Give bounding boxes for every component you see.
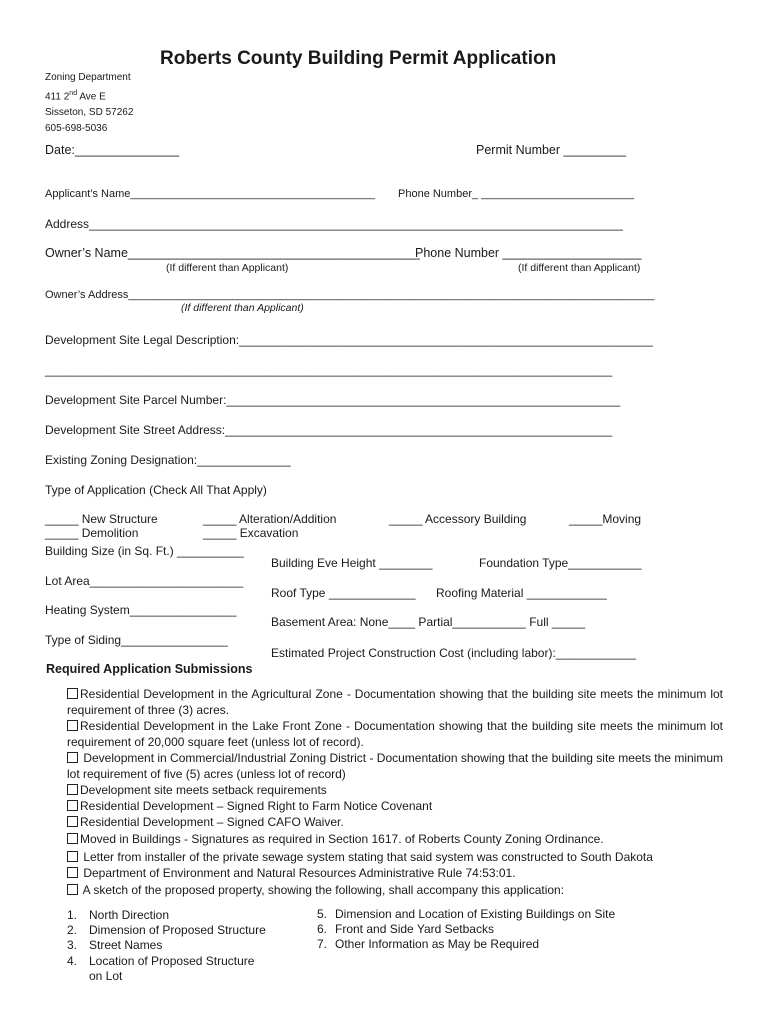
- checklist-item-setback[interactable]: Development site meets setback requirements: [67, 782, 723, 798]
- foundation-type-field[interactable]: Foundation Type___________: [479, 556, 642, 570]
- list-item: 3. Street Names: [67, 938, 163, 952]
- checkbox-icon[interactable]: [67, 800, 78, 811]
- page-title: Roberts County Building Permit Application: [160, 48, 557, 69]
- owners-address-field[interactable]: Owner’s Address______________________________________________________________________________________: [45, 289, 655, 301]
- owner-phone-note: (If different than Applicant): [518, 262, 641, 274]
- owners-address-note: (If different than Applicant): [181, 302, 304, 314]
- department-name: Zoning Department: [45, 72, 131, 83]
- checkbox-icon[interactable]: [67, 833, 78, 844]
- checklist-item-moved-buildings[interactable]: Moved in Buildings - Signatures as required in Section 1617. of Roberts County Zoning Ordinance.: [67, 831, 723, 847]
- list-item: 4. Location of Proposed Structure: [67, 954, 255, 968]
- demolition-option[interactable]: _____ Demolition: [45, 526, 139, 540]
- checkbox-icon[interactable]: [67, 867, 78, 878]
- checkbox-icon[interactable]: [67, 752, 78, 763]
- department-city: Sisseton, SD 57262: [45, 107, 134, 119]
- list-item-continuation: on Lot: [89, 969, 123, 983]
- checkbox-icon[interactable]: [67, 816, 78, 827]
- basement-area-field[interactable]: Basement Area: None____ Partial___________ Full _____: [271, 615, 586, 629]
- checklist-item-right-to-farm[interactable]: Residential Development – Signed Right to Farm Notice Covenant: [67, 798, 723, 814]
- applicant-name-field[interactable]: Applicant’s Name________________________________________: [45, 188, 376, 200]
- building-size-field[interactable]: Building Size (in Sq. Ft.) __________: [45, 544, 244, 558]
- legal-description-line2[interactable]: _____________________________________________________________________________________: [45, 363, 613, 377]
- list-item: 2. Dimension of Proposed Structure: [67, 923, 266, 937]
- eve-height-field[interactable]: Building Eve Height ________: [271, 556, 433, 570]
- new-structure-option[interactable]: _____ New Structure: [45, 512, 158, 526]
- alteration-option[interactable]: _____ Alteration/Addition: [203, 512, 337, 526]
- owners-name-note: (If different than Applicant): [166, 262, 289, 274]
- checkbox-icon[interactable]: [67, 851, 78, 862]
- department-block: [45, 70, 133, 137]
- department-street: 411 2nd Ave E: [45, 90, 106, 103]
- checklist-item-lake-front[interactable]: Residential Development in the Lake Front Zone - Documentation showing that the building site meets the minimum lot requirement of 20,000 square feet (unless lot of record).: [67, 719, 723, 749]
- roof-type-field[interactable]: Roof Type _____________: [271, 586, 416, 600]
- list-item: 1. North Direction: [67, 908, 170, 922]
- parcel-number-field[interactable]: Development Site Parcel Number:___________________________________________________________: [45, 393, 621, 407]
- applicant-phone-field[interactable]: Phone Number_ _________________________: [398, 188, 635, 200]
- owners-name-field[interactable]: Owner’s Name__________________________________________: [45, 246, 420, 260]
- checkbox-icon[interactable]: [67, 720, 78, 731]
- checklist-item-denr-rule[interactable]: Department of Environment and Natural Resources Administrative Rule 74:53:01.: [67, 865, 723, 881]
- legal-description-field[interactable]: Development Site Legal Description:______________________________________________________________: [45, 333, 653, 347]
- siding-type-field[interactable]: Type of Siding________________: [45, 633, 228, 647]
- checklist-item-agricultural[interactable]: Residential Development in the Agricultural Zone - Documentation showing that the building site meets the minimum lot requirement of three (3) acres.: [67, 687, 723, 717]
- checkbox-icon[interactable]: [67, 884, 78, 895]
- street-address-field[interactable]: Development Site Street Address:__________________________________________________________: [45, 423, 613, 437]
- heating-system-field[interactable]: Heating System________________: [45, 603, 237, 617]
- excavation-option[interactable]: _____ Excavation: [203, 526, 299, 540]
- checkbox-icon[interactable]: [67, 688, 78, 699]
- address-field[interactable]: Address________________________________________________________________________________: [45, 217, 623, 231]
- date-field[interactable]: Date:_______________: [45, 143, 180, 157]
- list-item: 5. Dimension and Location of Existing Buildings on Site: [317, 907, 616, 921]
- owner-phone-field[interactable]: Phone Number ____________________: [415, 246, 642, 260]
- application-type-label: Type of Application (Check All That Apply): [45, 483, 267, 497]
- list-item: 6. Front and Side Yard Setbacks: [317, 922, 494, 936]
- department-phone: 605-698-5036: [45, 123, 108, 135]
- checklist-item-sketch[interactable]: A sketch of the proposed property, showing the following, shall accompany this application:: [67, 882, 723, 898]
- zoning-designation-field[interactable]: Existing Zoning Designation:______________: [45, 453, 291, 467]
- moving-option[interactable]: _____Moving: [569, 512, 642, 526]
- checklist-item-sewage-letter[interactable]: Letter from installer of the private sewage system stating that said system was constructed to South Dakota: [67, 849, 723, 865]
- checklist-item-cafo[interactable]: Residential Development – Signed CAFO Waiver.: [67, 814, 723, 830]
- construction-cost-field[interactable]: Estimated Project Construction Cost (including labor):____________: [271, 646, 636, 660]
- checkbox-icon[interactable]: [67, 784, 78, 795]
- lot-area-field[interactable]: Lot Area_______________________: [45, 574, 244, 588]
- accessory-building-option[interactable]: _____ Accessory Building: [389, 512, 527, 526]
- checklist-item-commercial[interactable]: Development in Commercial/Industrial Zoning District - Documentation showing that the building site meets the minimum lot requirement of five (5) acres (unless lot of record): [67, 751, 723, 781]
- list-item: 7. Other Information as May be Required: [317, 937, 540, 951]
- permit-number-field[interactable]: Permit Number _________: [476, 143, 627, 157]
- roofing-material-field[interactable]: Roofing Material ____________: [436, 586, 607, 600]
- required-submissions-heading: Required Application Submissions: [46, 662, 253, 676]
